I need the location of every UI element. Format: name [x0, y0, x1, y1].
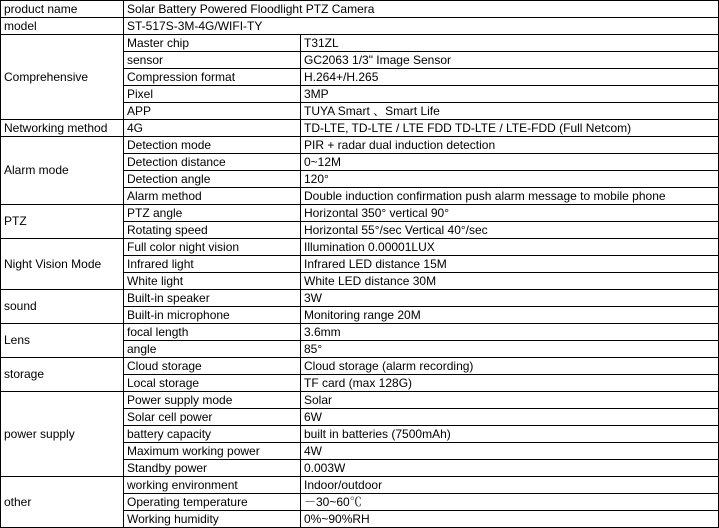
spec-key: Solar cell power: [124, 409, 301, 426]
spec-row: [1, 137, 719, 154]
spec-key: Standby power: [124, 460, 301, 477]
spec-key: Alarm method: [124, 188, 301, 205]
spec-key: Master chip: [124, 35, 301, 52]
spec-value: TD-LTE, TD-LTE / LTE FDD TD-LTE / LTE-FDD (Full Netcom): [301, 120, 719, 137]
spec-value: PIR + radar dual induction detection: [301, 137, 719, 154]
spec-value: Double induction confirmation push alarm message to mobile phone: [301, 188, 719, 205]
spec-value: 120°: [301, 171, 719, 188]
spec-key: Built-in speaker: [124, 290, 301, 307]
product-name-value: Solar Battery Powered Floodlight PTZ Camera: [124, 1, 719, 18]
spec-value: White LED distance 30M: [301, 273, 719, 290]
spec-table-body: [1, 1, 719, 528]
spec-value: Infrared LED distance 15M: [301, 256, 719, 273]
spec-value: Solar: [301, 392, 719, 409]
spec-key: Local storage: [124, 375, 301, 392]
model-value: ST-517S-3M-4G/WIFI-TY: [124, 18, 719, 35]
spec-key: Detection mode: [124, 137, 301, 154]
spec-key: angle: [124, 341, 301, 358]
spec-key: focal length: [124, 324, 301, 341]
spec-row: [1, 239, 719, 256]
spec-value: 3MP: [301, 86, 719, 103]
spec-value: 3W: [301, 290, 719, 307]
spec-value: 3.6mm: [301, 324, 719, 341]
spec-key: Power supply mode: [124, 392, 301, 409]
group-name: Lens: [1, 324, 124, 358]
spec-key: sensor: [124, 52, 301, 69]
spec-key: Working humidity: [124, 511, 301, 528]
spec-value: built in batteries (7500mAh): [301, 426, 719, 443]
model-row: [1, 18, 719, 35]
spec-value: H.264+/H.265: [301, 69, 719, 86]
spec-value: TUYA Smart 、Smart Life: [301, 103, 719, 120]
spec-key: White light: [124, 273, 301, 290]
spec-key: Compression format: [124, 69, 301, 86]
spec-key: working environment: [124, 477, 301, 494]
spec-value: 0.003W: [301, 460, 719, 477]
spec-row: [1, 477, 719, 494]
spec-value: Illumination 0.00001LUX: [301, 239, 719, 256]
spec-row: [1, 120, 719, 137]
spec-row: [1, 358, 719, 375]
spec-row: [1, 205, 719, 222]
spec-row: [1, 392, 719, 409]
spec-row: [1, 35, 719, 52]
spec-value: TF card (max 128G): [301, 375, 719, 392]
spec-value: GC2063 1/3" Image Sensor: [301, 52, 719, 69]
spec-key: Pixel: [124, 86, 301, 103]
spec-value: －30~60℃: [301, 494, 719, 511]
spec-key: Maximum working power: [124, 443, 301, 460]
spec-key: PTZ angle: [124, 205, 301, 222]
spec-key: Detection angle: [124, 171, 301, 188]
group-name: storage: [1, 358, 124, 392]
model-label: model: [1, 18, 124, 35]
spec-value: Horizontal 350° vertical 90°: [301, 205, 719, 222]
spec-key: battery capacity: [124, 426, 301, 443]
group-name: other: [1, 477, 124, 528]
spec-value: Monitoring range 20M: [301, 307, 719, 324]
spec-key: Full color night vision: [124, 239, 301, 256]
spec-row: [1, 290, 719, 307]
spec-value: Horizontal 55°/sec Vertical 40°/sec: [301, 222, 719, 239]
spec-value: 0~12M: [301, 154, 719, 171]
spec-value: T31ZL: [301, 35, 719, 52]
spec-key: APP: [124, 103, 301, 120]
spec-key: Rotating speed: [124, 222, 301, 239]
spec-value: 6W: [301, 409, 719, 426]
spec-key: 4G: [124, 120, 301, 137]
spec-value: Cloud storage (alarm recording): [301, 358, 719, 375]
spec-value: 4W: [301, 443, 719, 460]
group-name: PTZ: [1, 205, 124, 239]
group-name: power supply: [1, 392, 124, 477]
spec-row: [1, 324, 719, 341]
group-name: Night Vision Mode: [1, 239, 124, 290]
spec-key: Cloud storage: [124, 358, 301, 375]
spec-key: Infrared light: [124, 256, 301, 273]
group-name: sound: [1, 290, 124, 324]
group-name: Networking method: [1, 120, 124, 137]
spec-key: Built-in microphone: [124, 307, 301, 324]
group-name: Alarm mode: [1, 137, 124, 205]
spec-value: 85°: [301, 341, 719, 358]
product-name-label: product name: [1, 1, 124, 18]
spec-value: Indoor/outdoor: [301, 477, 719, 494]
spec-key: Operating temperature: [124, 494, 301, 511]
product-name-row: [1, 1, 719, 18]
group-name: Comprehensive: [1, 35, 124, 120]
spec-value: 0%~90%RH: [301, 511, 719, 528]
spec-key: Detection distance: [124, 154, 301, 171]
